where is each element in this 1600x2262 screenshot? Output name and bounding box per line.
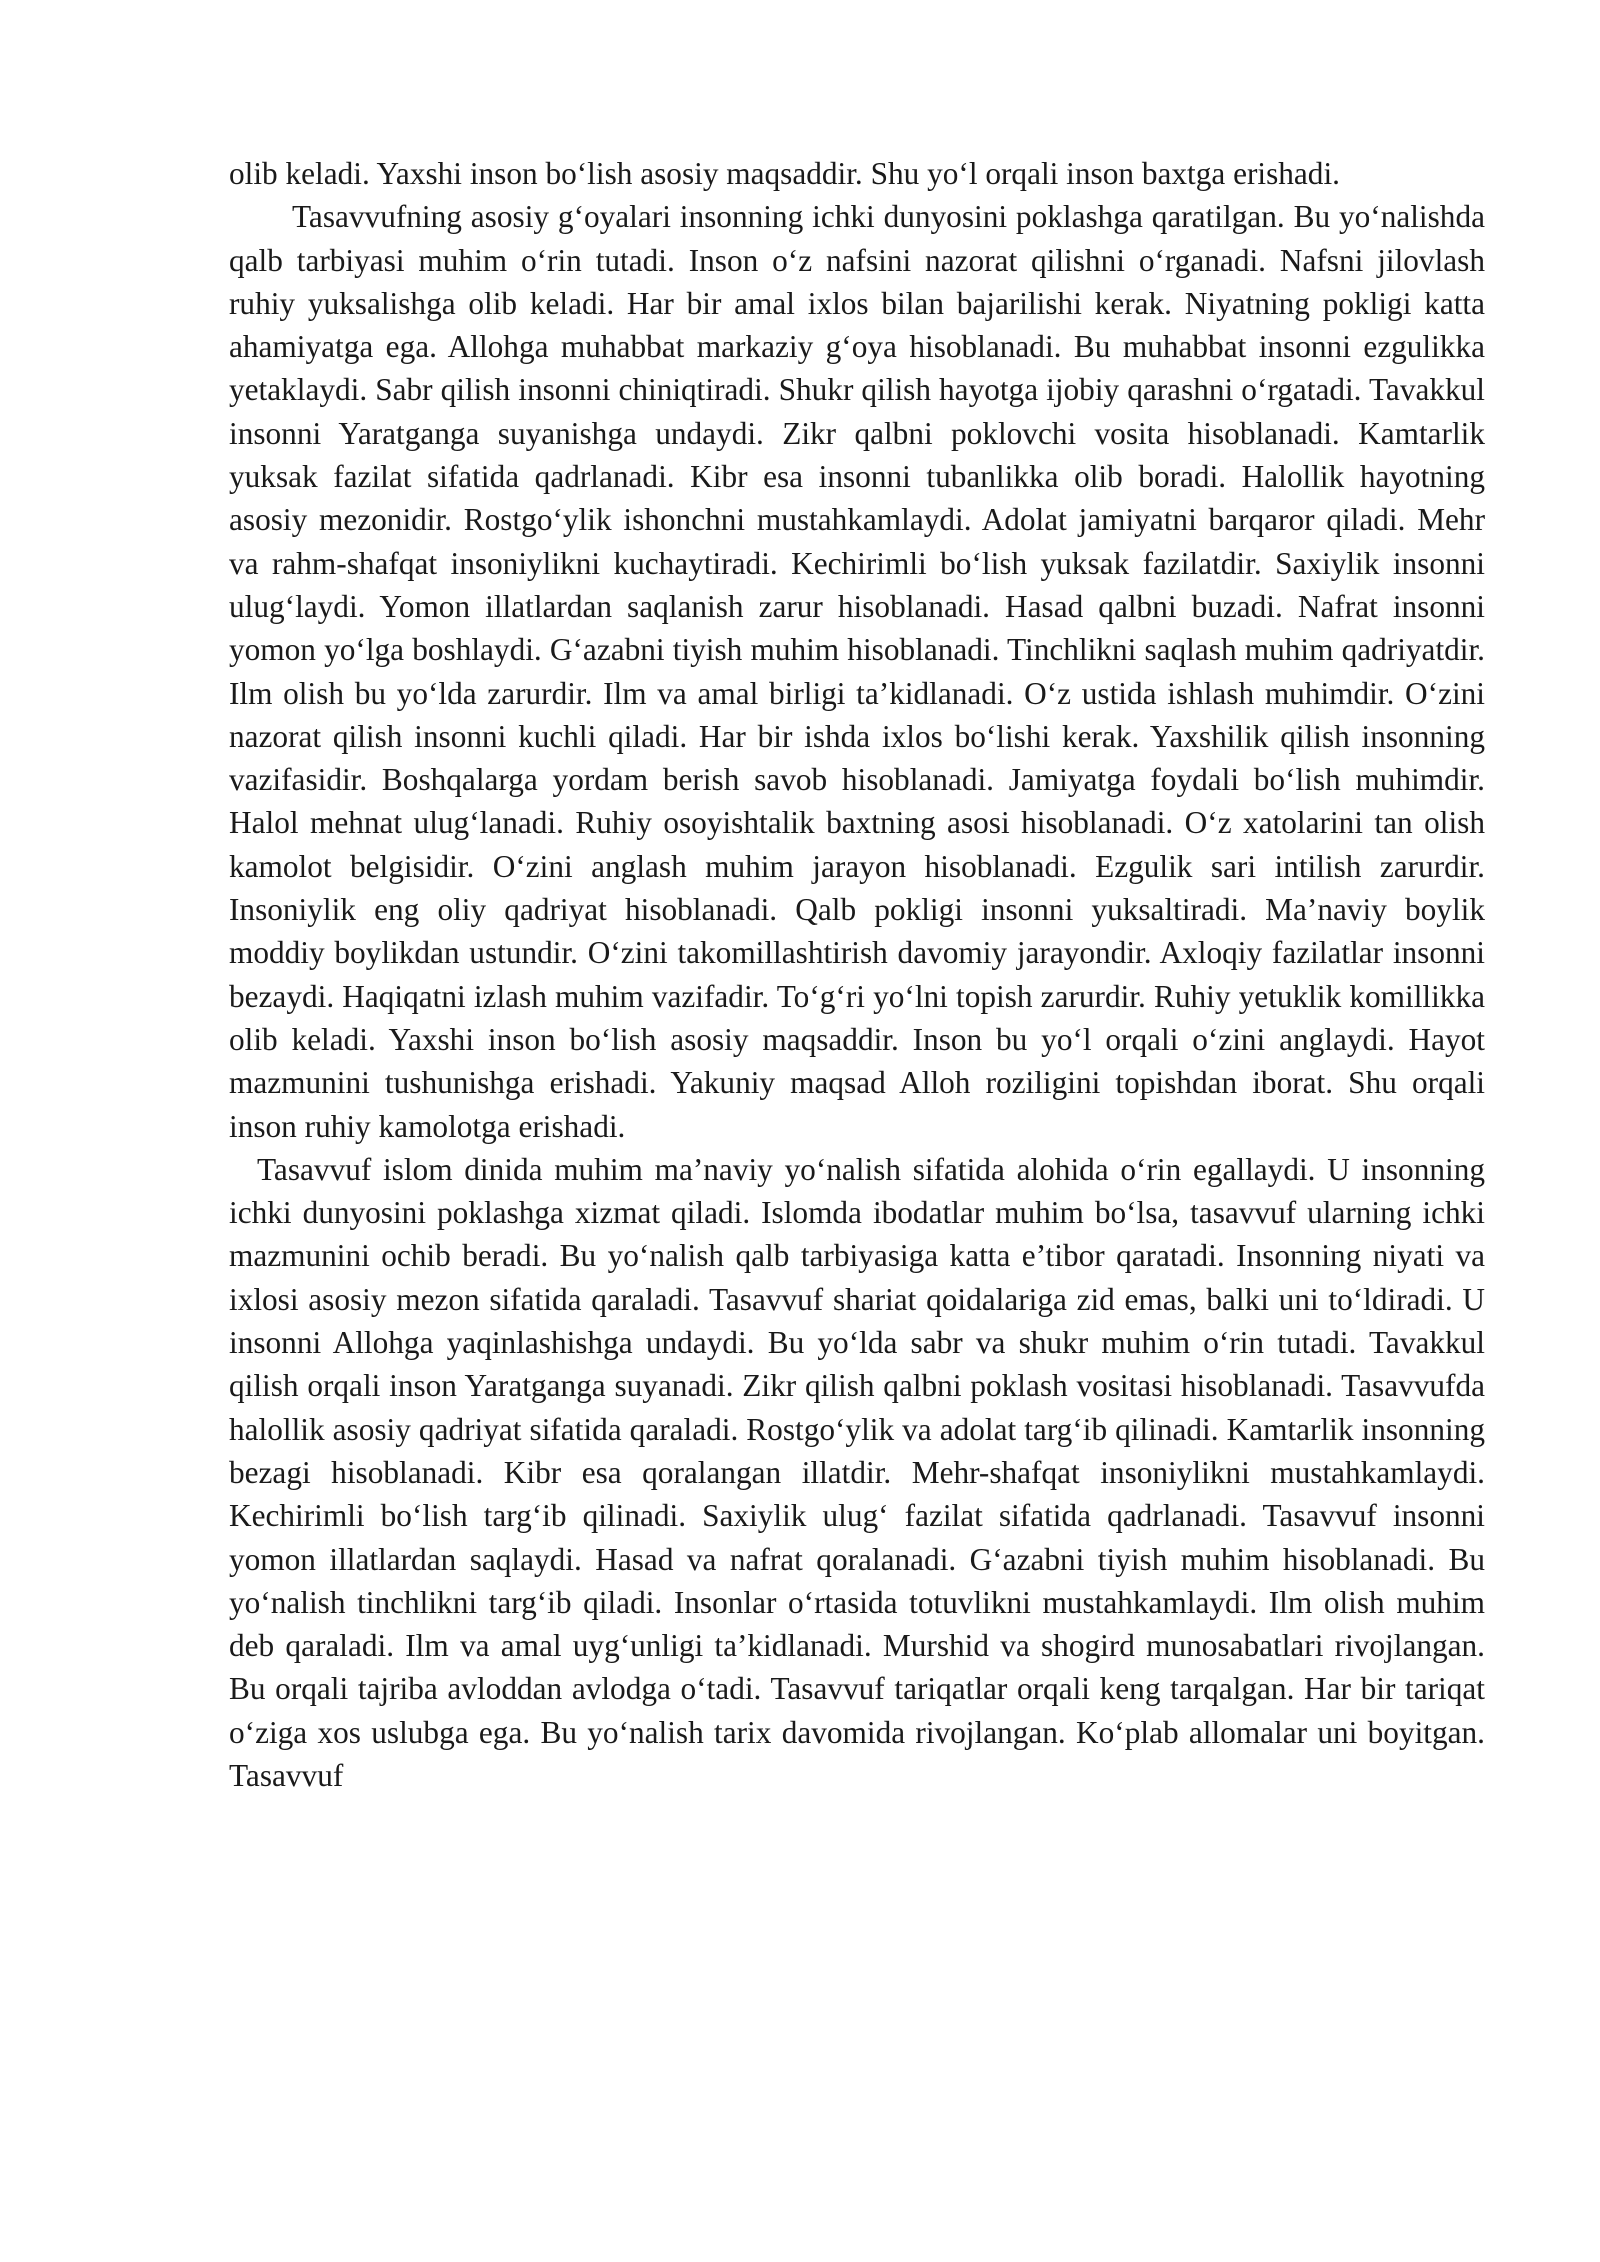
paragraph-tasavvuf-ideas: Tasavvufning asosiy g‘oyalari insonning ichki dunyosini poklashga qaratilgan. Bu yo‘nalishda qalb tarbiyasi muhim o‘rin tutadi. Inson o‘z nafsini nazorat qilishni o‘rganadi. Nafsni jilovlash ruhiy yuksalishga olib keladi. Har bir amal ixlos bilan bajarilishi kerak. Niyatning pokligi katta ahamiyatga ega. Allohga muhabbat markaziy g‘oya hisoblanadi. Bu muhabbat insonni ezgulikka yetaklaydi. Sabr qilish insonni chiniqtiradi. Shukr qilish hayotga ijobiy qarashni o‘rgatadi. Tavakkul insonni Yaratganga suyanishga undaydi. Zikr qalbni poklovchi vosita hisoblanadi. Kamtarlik yuksak fazilat sifatida qadrlanadi. Kibr esa insonni tubanlikka olib boradi. Halollik hayotning asosiy mezonidir. Rostgo‘ylik ishonchni mustahkamlaydi. Adolat jamiyatni barqaror qiladi. Mehr va rahm-shafqat insoniylikni kuchaytiradi. Kechirimli bo‘lish yuksak fazilatdir. Saxiylik insonni ulug‘laydi. Yomon illatlardan saqlanish zarur hisoblanadi. Hasad qalbni buzadi. Nafrat insonni yomon yo‘lga boshlaydi. G‘azabni tiyish muhim hisoblanadi. Tinchlikni saqlash muhim qadriyatdir. Ilm olish bu yo‘lda zarurdir. Ilm va amal birligi ta’kidlanadi. O‘z ustida ishlash muhimdir. O‘zini nazorat qilish insonni kuchli qiladi. Har bir ishda ixlos bo‘lishi kerak. Yaxshilik qilish insonning vazifasidir. Boshqalarga yordam berish savob hisoblanadi. Jamiyatga foydali bo‘lish muhimdir. Halol mehnat ulug‘lanadi. Ruhiy osoyishtalik baxtning asosi hisoblanadi. O‘z xatolarini tan olish kamolot belgisidir. O‘zini anglash muhim jarayon hisoblanadi. Ezgulik sari intilish zarurdir. Insoniylik eng oliy qadriyat hisoblanadi. Qalb pokligi insonni yuksaltiradi. Ma’naviy boylik moddiy boylikdan ustundir. O‘zini takomillashtirish davomiy jarayondir. Axloqiy fazilatlar insonni bezaydi. Haqiqatni izlash muhim vazifadir. To‘g‘ri yo‘lni topish zarurdir. Ruhiy yetuklik komillikka olib keladi. Yaxshi inson bo‘lish asosiy maqsaddir. Inson bu yo‘l orqali o‘zini anglaydi. Hayot mazmunini tushunishga erishadi. Yakuniy maqsad Alloh roziligini topishdan iborat. Shu orqali inson ruhiy kamolotga erishadi. xyxy=(229,199,1485,1144)
body-text xyxy=(229,152,1485,1797)
paragraph-tasavvuf-islam: Tasavvuf islom dinida muhim ma’naviy yo‘nalish sifatida alohida o‘rin egallaydi. U insonning ichki dunyosini poklashga xizmat qiladi. Islomda ibodatlar muhim bo‘lsa, tasavvuf ularning ichki mazmunini ochib beradi. Bu yo‘nalish qalb tarbiyasiga katta e’tibor qaratadi. Insonning niyati va ixlosi asosiy mezon sifatida qaraladi. Tasavvuf shariat qoidalariga zid emas, balki uni to‘ldiradi. U insonni Allohga yaqinlashishga undaydi. Bu yo‘lda sabr va shukr muhim o‘rin tutadi. Tavakkul qilish orqali inson Yaratganga suyanadi. Zikr qilish qalbni poklash vositasi hisoblanadi. Tasavvufda halollik asosiy qadriyat sifatida qaraladi. Rostgo‘ylik va adolat targ‘ib qilinadi. Kamtarlik insonning bezagi hisoblanadi. Kibr esa qoralangan illatdir. Mehr-shafqat insoniylikni mustahkamlaydi. Kechirimli bo‘lish targ‘ib qilinadi. Saxiylik ulug‘ fazilat sifatida qadrlanadi. Tasavvuf insonni yomon illatlardan saqlaydi. Hasad va nafrat qoralanadi. G‘azabni tiyish muhim hisoblanadi. Bu yo‘nalish tinchlikni targ‘ib qiladi. Insonlar o‘rtasida totuvlikni mustahkamlaydi. Ilm olish muhim deb qaraladi. Ilm va amal uyg‘unligi ta’kidlanadi. Murshid va shogird munosabatlari rivojlangan. Bu orqali tajriba avloddan avlodga o‘tadi. Tasavvuf tariqatlar orqali keng tarqalgan. Har bir tariqat o‘ziga xos uslubga ega. Bu yo‘nalish tarix davomida rivojlangan. Ko‘plab allomalar uni boyitgan. Tasavvuf xyxy=(229,1151,1485,1793)
paragraph-continuation: olib keladi. Yaxshi inson bo‘lish asosiy maqsaddir. Shu yo‘l orqali inson baxtga erishadi. xyxy=(229,156,1340,191)
